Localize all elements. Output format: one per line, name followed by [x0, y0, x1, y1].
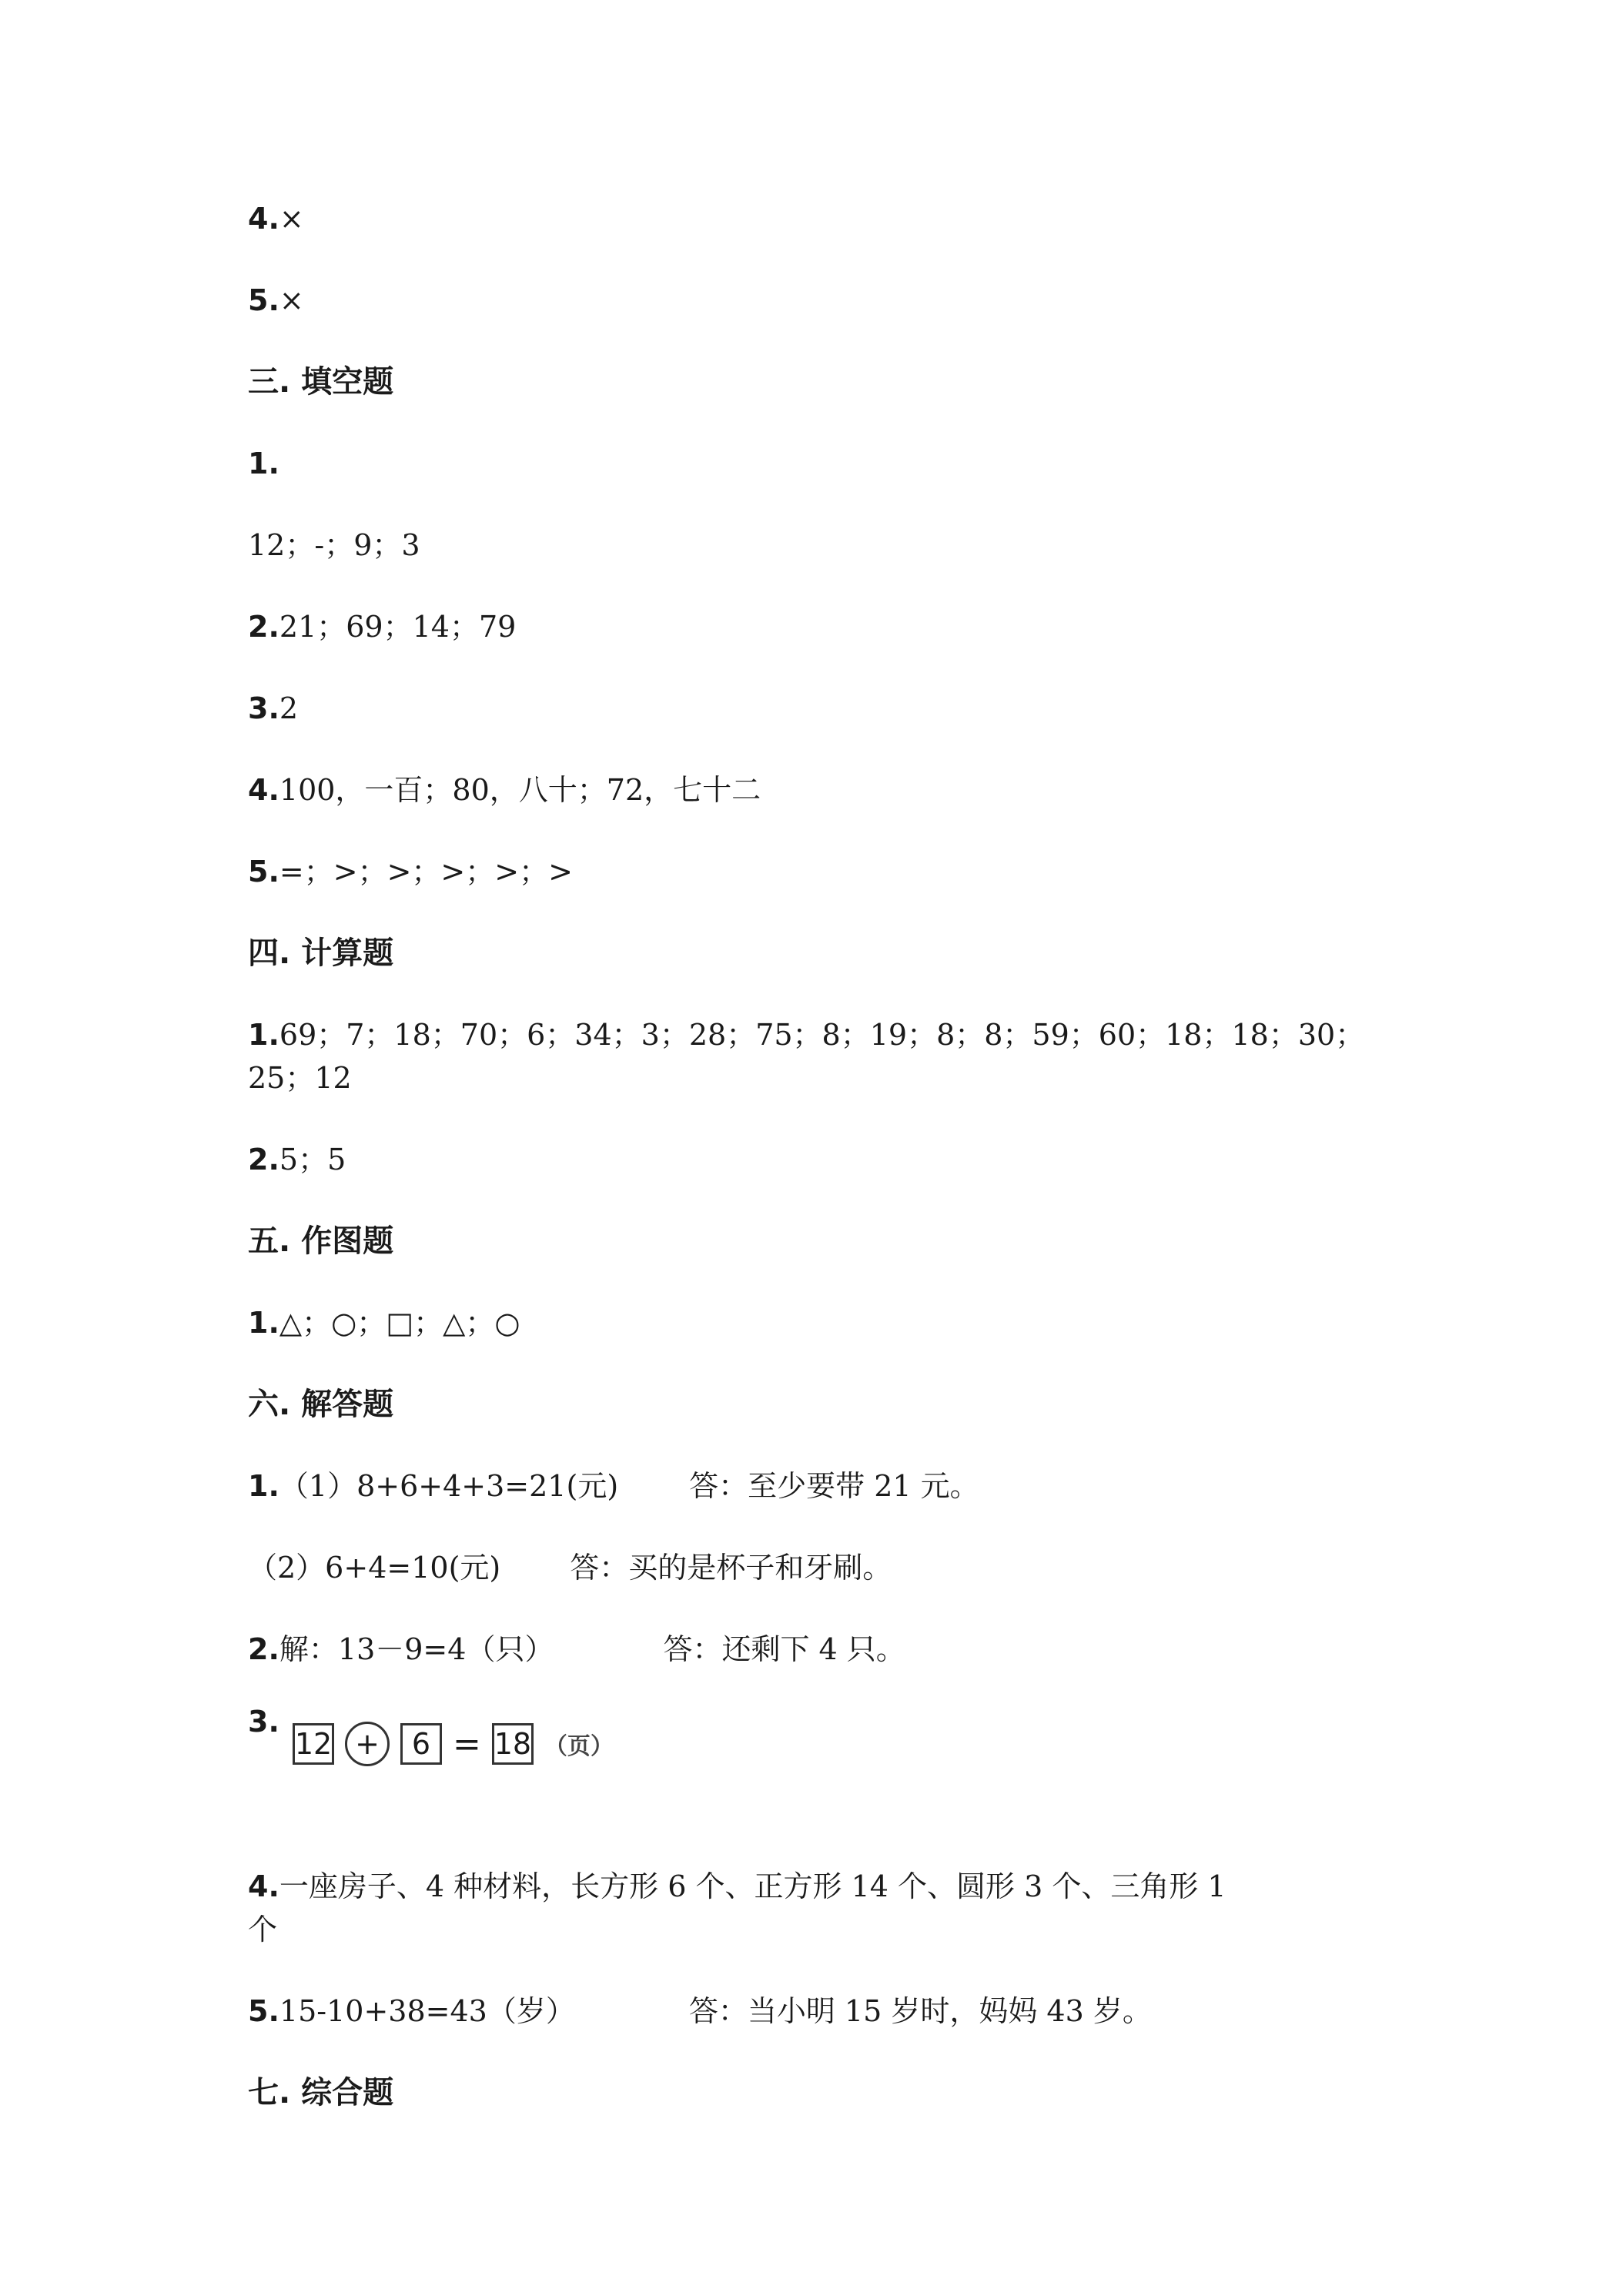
answer-reply: 答：至少要带 21 元。: [689, 1469, 979, 1503]
answer-reply: 答：当小明 15 岁时，妈妈 43 岁。: [688, 1994, 1152, 2028]
section-heading-7: 七. 综合题: [248, 2075, 394, 2110]
answer-reply: 答：买的是杯子和牙刷。: [570, 1551, 892, 1585]
answer-line-5: [248, 279, 304, 322]
item-number: 4.: [248, 202, 279, 236]
equation-operator-circle: +: [345, 1722, 390, 1766]
answer-line-6-1-part2: [248, 1546, 892, 1589]
item-number: 5.: [248, 855, 279, 889]
answer-text: ×: [279, 283, 304, 317]
answer-line-3-4: [248, 768, 761, 812]
answer-line-4-2: [248, 1138, 346, 1181]
answer-text: （2）6+4=10(元): [248, 1551, 501, 1585]
answer-text: ×: [279, 202, 304, 236]
item-number: 1.: [248, 1306, 279, 1340]
item-number: 3.: [248, 691, 279, 725]
equation-box-result: 18: [492, 1723, 534, 1765]
item-number: 5.: [248, 283, 279, 317]
item-number: 4.: [248, 1869, 279, 1903]
answer-line-6-3: [248, 1700, 279, 1743]
answer-line-6-2: [248, 1628, 905, 1671]
item-number: 5.: [248, 1994, 279, 2028]
item-number: 1.: [248, 1469, 279, 1503]
section-heading-6: 六. 解答题: [248, 1387, 394, 1422]
section-heading-3: 三. 填空题: [248, 364, 394, 400]
equals-sign: =: [453, 1724, 481, 1764]
answer-text: 15-10+38=43（岁）: [279, 1994, 575, 2028]
item-number: 4.: [248, 773, 279, 807]
section-heading-4: 四. 计算题: [248, 935, 394, 971]
answer-line-3-1-values: 12；-；9；3: [248, 528, 420, 562]
answer-line-6-5: [248, 1990, 1152, 2033]
item-number: 1.: [248, 1018, 279, 1052]
answer-line-3-1: [248, 442, 279, 485]
answer-text: 2: [279, 691, 299, 725]
answer-line-4: [248, 197, 304, 240]
equation-box-a: 12: [293, 1723, 334, 1765]
item-number: 2.: [248, 610, 279, 644]
answer-line-3-5: [248, 850, 573, 893]
answer-line-3-3: [248, 687, 298, 730]
section-heading-5: 五. 作图题: [248, 1223, 394, 1259]
answer-line-4-1: [248, 1013, 1364, 1056]
item-number: 2.: [248, 1143, 279, 1176]
answer-text: 100，一百；80，八十；72，七十二: [279, 773, 761, 807]
equation-figure: [293, 1719, 614, 1769]
answer-text: 解：13－9=4（只）: [279, 1632, 554, 1666]
answer-line-3-2: [248, 605, 516, 648]
answer-line-4-1-cont: 25；12: [248, 1061, 352, 1095]
answer-line-5-1: [248, 1301, 520, 1344]
answer-text: （1）8+6+4+3=21(元): [279, 1469, 619, 1503]
equation-unit: （页）: [544, 1733, 614, 1760]
item-number: 2.: [248, 1632, 279, 1666]
answer-text: △；○；□；△；○: [279, 1306, 520, 1340]
answer-line-6-1: [248, 1464, 979, 1508]
answer-text: 一座房子、4 种材料，长方形 6 个、正方形 14 个、圆形 3 个、三角形 1: [279, 1869, 1226, 1903]
answer-text: 21；69；14；79: [279, 610, 517, 644]
answer-text: 69；7；18；70；6；34；3；28；75；8；19；8；8；59；60；18；18；30；: [279, 1018, 1365, 1052]
answer-text: =；>；>；>；>；>: [279, 855, 573, 889]
equation-box-b: 6: [400, 1723, 442, 1765]
answer-reply: 答：还剩下 4 只。: [663, 1632, 905, 1666]
item-number: 1.: [248, 447, 279, 480]
item-number: 3.: [248, 1705, 279, 1739]
answer-line-6-4: [248, 1865, 1226, 1908]
answer-text: 5；5: [279, 1143, 346, 1176]
answer-line-6-4-cont: 个: [248, 1913, 278, 1946]
